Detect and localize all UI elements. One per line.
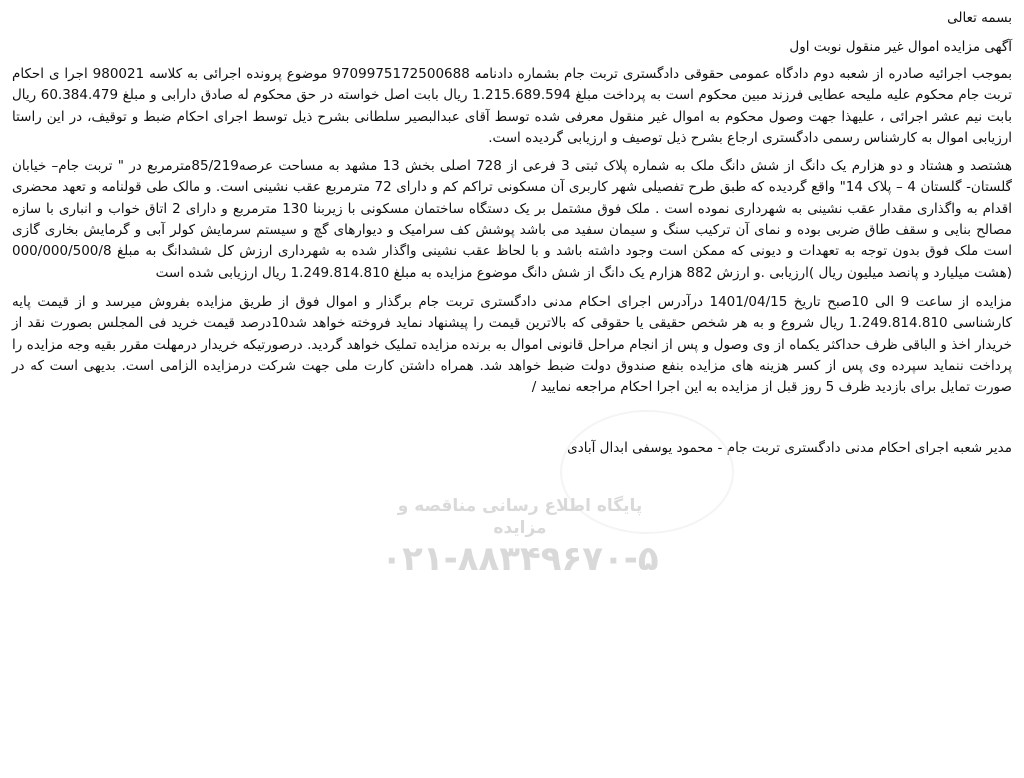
paragraph-auction-terms: مزایده از ساعت 9 الی 10صبح تاریخ 1401/04/15 درآدرس اجرای احکام مدنی دادگستری تربت جام برگذار و اموال فوق از طریق مزایده بفروش میرسد و از قیمت پایه کارشناسی 1.249.814.810 ریال شروع و به هر شخص حقیقی یا حقوقی که بالاترین قیمت را پیشنهاد نماید فروخته خواهد شد10درصد قیمت خرید فی المجلس بصورت نقد از خریدار اخذ و الباقی ظرف حداکثر یکماه از وی وصول و پس از انجام مراحل قانونی اموال به برنده مزایده تملیک خواهد گردید. درصورتیکه خریدار درمهلت مقرر بقیه وجه مزایده را پرداخت ننماید سپرده وی پس از کسر هزینه های مزایده بنفع صندوق دولت ضبط خواهد شد. همراه داشتن کارت ملی جهت شرکت درمزایده الزامی است. بدیهی است که در صورت تمایل برای بازدید ظرف 5 روز قبل از مزایده به این اجرا احکام مراجعه نمایید / (12, 293, 1012, 396)
paragraph-property-description: هشتصد و هشتاد و دو هزارم یک دانگ از شش دانگ ملک به شماره پلاک ثبتی 3 فرعی از 728 اصلی بخش 13 مشهد به مساحت عرصه85/219مترمربع در " تربت جام– خیابان گلستان- گلستان 4 – پلاک 14" واقع گردیده که طبق طرح تفصیلی شهر کاربری آن مسکونی تراکم کم و دارای 72 مترمربع عقب نشینی است. و مالک طی قولنامه و تعهد محضری اقدام به واگذاری مقدار عقب نشینی به شهرداری نموده است . ملک فوق مشتمل بر یک دستگاه ساختمان مسکونی با زیربنا 130 مترمربع و دارای 2 اتاق خواب و انباری با سازه مصالح بنایی و سقف طاق ضربی بوده و نمای آن ترکیب سنگ و سیمان سفید می باشد پوشش کف سرامیک و دیوارهای گچ و سیستم سرمایش کولر آبی و گرمایش بخاری گازی است ملک فوق بدون توجه به تعهدات و دیونی که ممکن است وجود داشته باشد و با لحاظ عقب نشینی واگذار شده به شهرداری ارزش کل ششدانگ به مبلغ 000/000/500/8 (هشت میلیارد و پانصد میلیون ریال )ارزیابی .و ارزش 882 هزارم یک دانگ از شش دانگ موضوع مزایده به مبلغ 1.249.814.810 ریال ارزیابی شده است (12, 158, 1013, 281)
watermark-text: پایگاه اطلاع رسانی مناقصه و مزایده (397, 496, 643, 538)
paragraph-execution-order: بموجب اجرائیه صادره از شعبه دوم دادگاه عمومی حقوقی دادگستری تربت جام بشماره دادنامه 9709975172500688 موضوع پرونده اجرائی به کلاسه 980021 اجرا ی احکام تربت جام محکوم علیه ملیحه عطایی فرزند مبین محکوم است به پرداخت مبلغ 1.215.689.594 ریال بابت اصل خواسته در حق محکوم له صادق دارابی و مبلغ 60.384.479 ریال بابت نیم عشر اجرائی ، علیهذا جهت وصول محکوم به اموال غیر منقول معرفی شده توسط آقای عبدالبصیر سلطانی بشرح ذیل توسط اجرای احکام ضبط و توقیف، در این راستا ارزیابی اموال به کارشناس رسمی دادگستری ارجاع بشرح ذیل توصیف و ارزیابی گردیده است. (12, 66, 1012, 146)
invocation-heading: بسمه تعالی (947, 10, 1012, 26)
notice-title: آگهی مزایده اموال غیر منقول نوبت اول (789, 39, 1012, 55)
signature-line: مدیر شعبه اجرای احکام مدنی دادگستری تربت جام - محمود یوسفی ابدال آبادی (567, 440, 1012, 457)
watermark-phone: ۰۲۱-۸۸۳۴۹۶۷۰-۵ (381, 539, 659, 579)
